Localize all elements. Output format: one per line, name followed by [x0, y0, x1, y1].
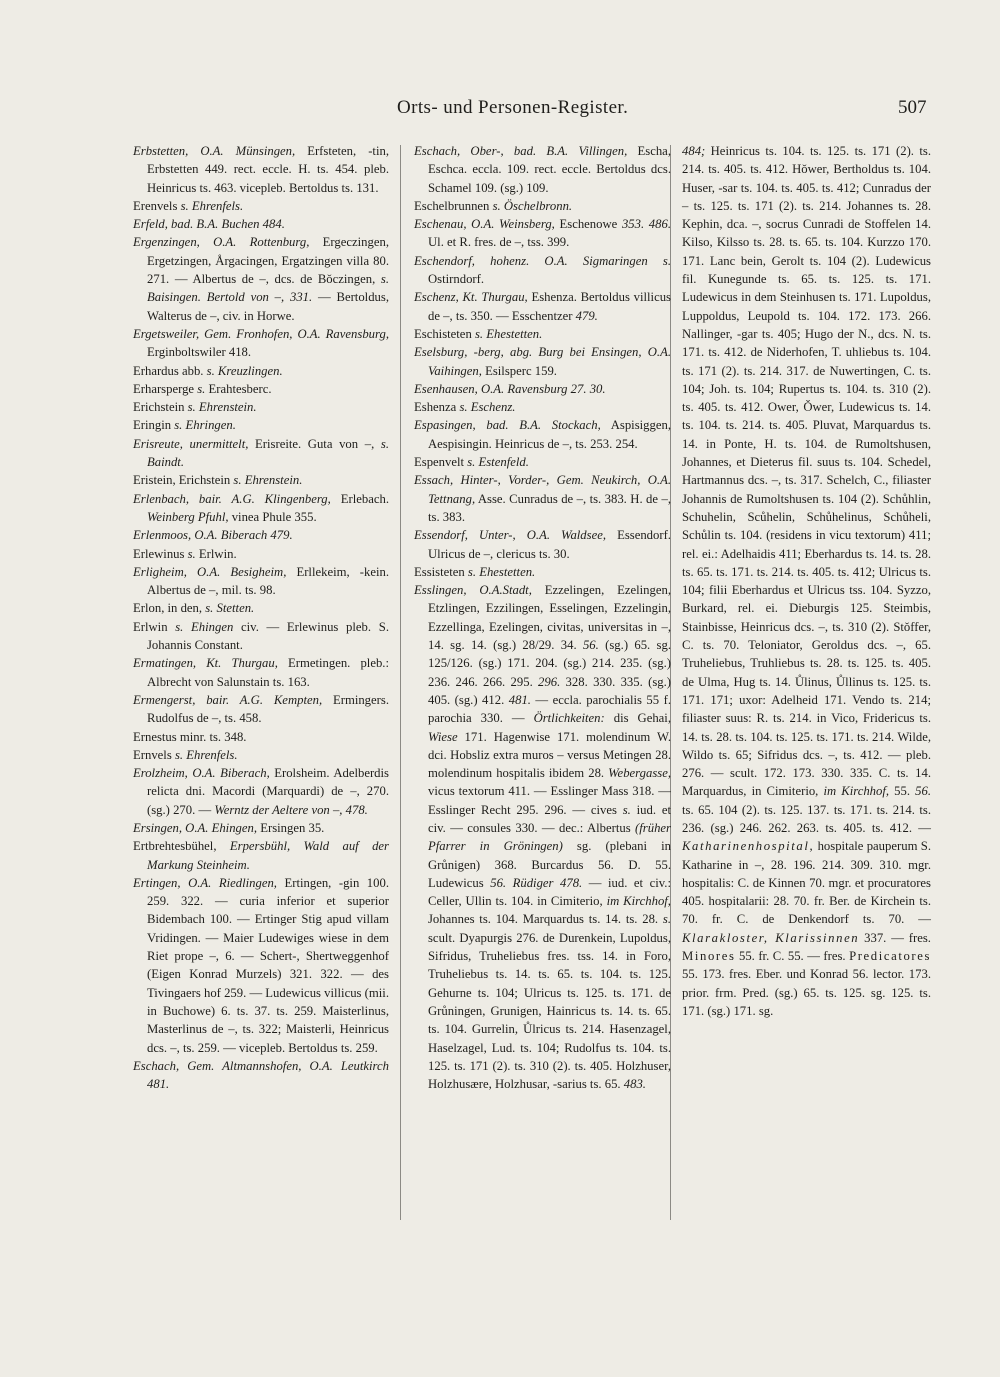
- register-entry: [414, 581, 671, 1093]
- entry-text: Erllekeim, -kein. Albertus de –, mil. ts. 98.: [147, 564, 389, 598]
- register-entry: [414, 343, 671, 380]
- register-entry: [133, 764, 389, 819]
- entry-text: Klarakloster, Klarissinnen: [682, 930, 860, 945]
- entry-text: Erisreite. Guta von –,: [248, 436, 381, 451]
- column-divider: [400, 145, 401, 1220]
- entry-text: Eshenza. Bertoldus villicus de –, ts. 350. — Esschentzer: [428, 290, 671, 323]
- register-entry: [133, 819, 389, 837]
- entry-text: Erlon, in den,: [133, 601, 206, 616]
- entry-text: Erfeld, bad. B.A. Buchen 484.: [133, 217, 285, 232]
- entry-text: Eschelbrunnen: [414, 198, 493, 213]
- register-entry: [414, 380, 671, 398]
- entry-text: s. Eschenz.: [459, 400, 516, 415]
- entry-text: Erisreute, unermittelt,: [133, 436, 249, 451]
- entry-text: 483.: [623, 1077, 646, 1092]
- register-entry: [133, 1057, 389, 1094]
- entry-text: civ. — Erlewinus pleb. S. Johannis Constant.: [147, 619, 389, 653]
- register-entry: [133, 691, 389, 728]
- entry-text: Ermingers. Rudolfus de –, ts. 458.: [147, 692, 389, 726]
- entry-text: s.: [187, 546, 196, 561]
- entry-text: s. Ehestetten.: [474, 326, 543, 341]
- entry-text: Ezzelingen, Ezelingen, Etzlingen, Ezzilingen, Esselingen, Ezzelingin, Ezzellinga, Ezelingen, civitas, universitas in –, 14. sg. 14. (sg.) 28/29. 34.: [428, 583, 671, 653]
- entry-text: Erligheim, O.A. Besigheim,: [133, 564, 287, 579]
- entry-text: s. Ehrenstein.: [233, 473, 303, 488]
- entry-text: Minores: [682, 949, 736, 964]
- register-entry: [682, 142, 931, 1020]
- entry-text: Espasingen, bad. B.A. Stockach,: [414, 418, 601, 433]
- register-entry: [133, 233, 389, 324]
- entry-text: s. Ehrenfels.: [174, 747, 238, 762]
- register-entry: [414, 416, 671, 453]
- entry-text: Erolzheim, O.A. Biberach,: [133, 766, 270, 781]
- entry-text: Predicatores: [849, 949, 931, 964]
- register-entry: [414, 288, 671, 325]
- entry-text: Aspisiggen, Aespisingin. Heinricus de –, ts. 253. 254.: [428, 418, 671, 451]
- entry-text: s. Ehingen: [175, 619, 234, 634]
- entry-text: vinea Phule 355.: [228, 509, 317, 524]
- register-entry: [133, 398, 389, 416]
- entry-text: Erolsheim. Adelberdis relicta dni. Macordi (Marquardi) de –, 270. (sg.) 270. —: [147, 766, 389, 817]
- entry-text: s.: [197, 381, 206, 396]
- register-entry: [414, 142, 671, 197]
- entry-text: s. Baindt.: [147, 436, 389, 470]
- entry-text: sg. (plebani in Grůnigen) 368. Burcardus 56. D. 55. Ludewicus: [428, 839, 671, 890]
- entry-text: Ertbrehtesbühel,: [133, 839, 230, 854]
- entry-text: 171. Hagenwise 171. molendinum W. dci. Hobsliz extra muros – versus Metingen 28. molendinum hospitalis ibidem 28.: [428, 729, 671, 781]
- entry-text: 55. 173. fres. Eber. und Konrad 56. lector. 173. prior. frm. Pred. (sg.) 65. ts. 125. sg. 125. ts. 171. (sg.) 171. sg.: [682, 967, 931, 1018]
- entry-text: Eschenz, Kt. Thurgau,: [414, 290, 528, 305]
- entry-text: Espenvelt: [414, 455, 468, 470]
- entry-text: Erpersbühl, Wald auf der Markung Steinheim.: [147, 839, 389, 872]
- register-entry: [133, 654, 389, 691]
- entry-text: dis Gehai,: [604, 711, 671, 726]
- register-entry: [133, 325, 389, 362]
- entry-text: Erhardus abb.: [133, 363, 207, 378]
- running-head: Orts- und Personen-Register.: [397, 97, 629, 118]
- entry-text: scult. Dyapurgis 276. de Durenkein, Lupoldus, Sifridus, Truheliebus fres. tss. 14. in Foro, Truheliebus ts. 14. ts. 65. ts. 104. ts. 125. Gehurne ts. 104; Ulricus ts. 125. ts. 171. de Grůningen, Grunigen, Hainricus ts. 14. ts. 65. ts. 104. Gurrelin, Ůlricus ts. 214. Hasenzagel, Haselzagel, Lud. ts. 104; Rudolfus ts. 104. ts. 125. ts. 171 (2). ts. 310 (2). ts. 405. Holzhuser, Holzhusære, Holzhusar, -sarius ts. 65.: [428, 930, 671, 1092]
- entry-text: Ersingen, O.A. Ehingen,: [133, 820, 258, 835]
- entry-text: Erbstetten, O.A. Münsingen,: [133, 144, 296, 158]
- entry-text: Erlenbach, bair. A.G. Klingenberg,: [133, 491, 331, 506]
- entry-text: Ermetingen. pleb.: Albrecht von Salunstain ts. 163.: [147, 656, 389, 689]
- entry-text: 481.: [508, 692, 531, 707]
- entry-text: s. Ehestetten.: [467, 564, 536, 579]
- entry-text: 479.: [575, 308, 598, 323]
- entry-text: Erlwin.: [195, 546, 237, 561]
- register-entry: [133, 215, 389, 233]
- register-entry: [133, 563, 389, 600]
- entry-text: Ermengerst, bair. A.G. Kempten,: [133, 692, 323, 707]
- entry-text: Eschisteten: [414, 326, 475, 341]
- entry-text: Erginboltswiler 418.: [147, 345, 252, 360]
- entry-text: Erlwin: [133, 619, 176, 634]
- entry-text: s. Baisingen. Bertold von –, 331.: [147, 272, 389, 305]
- entry-text: Ernvels: [133, 747, 175, 762]
- entry-text: im Kirchhof,: [606, 894, 671, 909]
- entry-text: (früher Pfarrer in Gröningen): [428, 820, 671, 854]
- entry-text: Örtlichkeiten:: [533, 711, 605, 726]
- register-entry: [133, 197, 389, 215]
- entry-text: s. Ehrenfels.: [180, 198, 244, 213]
- register-entry: [133, 435, 389, 472]
- entry-text: Eschendorf, hohenz. O.A. Sigmaringen s.: [414, 253, 671, 268]
- entry-text: s.: [622, 802, 631, 817]
- register-column-3: [682, 142, 931, 1020]
- page-number: 507: [898, 97, 927, 118]
- entry-text: s.: [662, 912, 671, 927]
- register-entry: [133, 728, 389, 746]
- register-entry: [414, 325, 671, 343]
- entry-text: Esilsperc 159.: [481, 363, 557, 378]
- register-entry: [414, 453, 671, 471]
- register-entry: [133, 837, 389, 874]
- entry-text: Eselsburg, -berg, abg. Burg bei Ensingen, O.A. Vaihingen,: [414, 345, 671, 378]
- entry-text: — eccla. parochialis 55 f. parochia 330. —: [428, 692, 671, 726]
- entry-text: Ernestus minr. ts. 348.: [133, 729, 247, 744]
- entry-text: Essisteten: [414, 564, 468, 579]
- entry-text: Asse. Cunradus de –, ts. 383. H. de –, ts. 383.: [428, 491, 671, 524]
- entry-text: (sg.) 65. sg. 125/126. (sg.) 171. 204. (sg.) 214. 235. (sg.) 236. 246. 266. 295.: [428, 638, 671, 689]
- entry-text: im Kirchhof,: [823, 784, 890, 799]
- entry-text: Eschenowe: [554, 217, 622, 232]
- entry-text: s. Ehringen.: [174, 418, 236, 433]
- entry-text: Ostirndorf.: [428, 272, 485, 287]
- register-entry: [133, 545, 389, 563]
- entry-text: vicus textorum 411. — Esslinger Mass 318. — Esslinger Recht 295. 296. — cives: [428, 784, 671, 817]
- entry-text: — iud. et civ.: Celler, Ullin ts. 104. in Cimiterio,: [428, 875, 671, 909]
- entry-text: Ergenzingen, O.A. Rottenburg,: [133, 235, 310, 250]
- register-entry: [414, 197, 671, 215]
- entry-text: Eschenau, O.A. Weinsberg,: [414, 217, 555, 232]
- entry-text: Erahtesberc.: [205, 381, 272, 396]
- entry-text: Eschach, Ober-, bad. B.A. Villingen,: [414, 144, 628, 158]
- register-entry: [414, 471, 671, 526]
- entry-text: Ergeczingen, Ergetzingen, Årgacingen, Ergatzingen villa 80. 271. — Albertus de –, dcs. de Bǒczingen,: [147, 235, 389, 287]
- register-entry: [133, 874, 389, 1057]
- register-entry: [133, 471, 389, 489]
- entry-text: Katharinenhospital,: [682, 839, 815, 854]
- entry-text: Ermatingen, Kt. Thurgau,: [133, 656, 278, 671]
- entry-text: Eringin: [133, 418, 175, 433]
- entry-text: Ergetsweiler, Gem. Fronhofen, O.A. Ravensburg,: [133, 326, 389, 341]
- entry-text: — Bertoldus, Walterus de –, civ. in Horwe.: [147, 290, 389, 323]
- entry-text: Erenvels: [133, 198, 181, 213]
- entry-text: Ul. et R. fres. de –, tss. 399.: [428, 235, 570, 250]
- entry-text: Erharsperge: [133, 381, 198, 396]
- register-entry: [133, 416, 389, 434]
- entry-text: 328. 330. 335. (sg.) 405. (sg.) 412.: [428, 674, 671, 707]
- entry-text: 55. fr. C. 55. — fres.: [735, 949, 850, 964]
- entry-text: s. Ehrenstein.: [187, 400, 257, 415]
- entry-text: Escha, Eschca. eccla. 109. rect. eccle. Bertoldus dcs. Schamel 109. (sg.) 109.: [428, 144, 671, 195]
- entry-text: Erlebach.: [330, 491, 389, 506]
- register-column-1: [133, 142, 389, 1093]
- entry-text: s. Estenfeld.: [467, 455, 529, 470]
- entry-text: 353. 486.: [621, 217, 671, 232]
- entry-text: 484;: [682, 144, 706, 158]
- register-entry: [414, 252, 671, 289]
- register-entry: [133, 490, 389, 527]
- entry-text: s. Öschelbronn.: [492, 198, 573, 213]
- register-entry: [133, 142, 389, 197]
- register-entry: [133, 746, 389, 764]
- entry-text: Werntz der Aeltere von –, 478.: [214, 802, 368, 817]
- entry-text: Esenhausen, O.A. Ravensburg 27. 30.: [414, 381, 606, 396]
- register-entry: [133, 362, 389, 380]
- entry-text: 337. — fres.: [859, 930, 931, 945]
- entry-text: Ertingen, O.A. Riedlingen,: [133, 875, 277, 890]
- register-entry: [414, 398, 671, 416]
- entry-text: Essendorf. Ulricus de –, clericus ts. 30.: [428, 528, 671, 561]
- entry-text: Weinberg Pfuhl,: [147, 509, 229, 524]
- register-entry: [133, 599, 389, 617]
- entry-text: Erlewinus: [133, 546, 188, 561]
- register-entry: [414, 563, 671, 581]
- register-entry: [414, 215, 671, 252]
- entry-text: Ersingen 35.: [257, 820, 325, 835]
- entry-text: Webergasse,: [608, 766, 671, 781]
- entry-text: Johannes ts. 104. Marquardus ts. 14. ts. 28.: [428, 912, 663, 927]
- register-entry: [133, 618, 389, 655]
- entry-text: Eschach, Gem. Altmannshofen, O.A. Leutkirch 481.: [133, 1058, 389, 1092]
- entry-text: 56.: [582, 638, 599, 653]
- entry-text: Ertingen, -gin 100. 259. 322. — curia inferior et superior Bidembach 100. — Ertinger Stig apud villam Vridingen. — Maier Ludewiges wiese in dem Riet prope –, 6. — Schert-, Shertweggenhof (Eigen Konrad Murzels) 321. 322. — des Tivingaers hof 259. — Ludewicus villicus (mii. in Buchowe) 6. ts. 37. ts. 259. Maisterlinus, Masterlinus de –, ts. 322; Maisterli, Heinricus dcs. –, ts. 259. — vicepleb. Bertoldus ts. 259.: [147, 875, 389, 1055]
- register-entry: [414, 526, 671, 563]
- entry-text: Esslingen, O.A.Stadt,: [414, 583, 532, 598]
- entry-text: 55.: [889, 784, 916, 799]
- entry-text: ts. 65. 104 (2). ts. 125. 137. ts. 171. ts. 214. ts. 236. (sg.) 246. 262. 263. ts. 405. ts. 412. —: [682, 802, 931, 835]
- entry-text: Erfsteten, -tin, Erbstetten 449. rect. eccle. H. ts. 454. pleb. Heinricus ts. 463. vicepleb. Bertoldus ts. 131.: [147, 144, 389, 195]
- register-entry: [133, 526, 389, 544]
- entry-text: s. Kreuzlingen.: [206, 363, 283, 378]
- entry-text: Erlenmoos, O.A. Biberach 479.: [133, 528, 293, 543]
- entry-text: 296.: [538, 674, 561, 689]
- entry-text: Eshenza: [414, 400, 460, 415]
- entry-text: Essendorf, Unter-, O.A. Waldsee,: [414, 528, 607, 543]
- entry-text: Wiese: [428, 729, 458, 744]
- entry-text: Heinricus ts. 104. ts. 125. ts. 171 (2). ts. 214. ts. 405. ts. 412. Hǒwer, Bertholdus ts. 104. Huser, -sar ts. 104. ts. 405. ts. 412; Cunradus der – ts. 125. ts. 171 (2). ts. 214. Johannes ts. 28. Kephin, dca. –, socrus Cunradi de Stoffelen 14. Kilso, Kilsso ts. 28. ts. 65. ts. 104. Kurzzo 170. 171. Lanc bein, Gerolt ts. 104 (2). Ludewicus fil. Kunegunde ts. 65. ts. 125. ts. 171. Ludewicus in dem Steinhusen ts. 171. Lupoldus, Luppoldus, Leupold ts. 104. 172. 173. 266. Nallinger, -gar ts. 405; Hugo der N., dcs. N. ts. 171. ts. 412. de Niderhofen, T. uhliebus ts. 104. ts. 171 (2). ts. 214. 317. de Nuwertingen, C. ts. 104; Joh. ts. 104; Rupertus ts. 104. ts. 310 (2). ts. 405. ts. 412. Ower, Ǒwer, Ludewicus ts. 14. ts. 104. ts. 214. ts. 405. Pluvat, Marquardus ts. 14. in Ponte, H. ts. 104. de Rumoltshusen, Johannes, et Dieterus fil. suus ts. 104. Schedel, Hartmannus dcs. –, ts. 317. Schelch, C., filiaster Johannis de Rumoltshusen ts. 104 (2). Schůhlin, Schuhelin, Scůhelin, Schůhelinus, Schůheli, Schůlin ts. 104. (residens in vicu textorum) 411; rel. ei.: Adelhaidis 411; Eberhardus ts. 14. ts. 28. ts. 65. ts. 171. ts. 214. ts. 405. ts. 412; Ulricus ts. 104; filii Eberhardus et Ulricus tss. 104. Syzzo, Burkard, rel. ei. Dieburgis 125. Steimbis, Stainbisse, Heinricus dcs. –, ts. 310 (2). Stǒffer, C. ts. 70. Teloniator, Geroldus dcs. –, 65. Truheliebus, Truhliebus ts. 28. ts. 125. ts. 405. de Ulma, Hug ts. 14. Ůlinus, Ůllinus ts. 125. ts. 171. 171; uxor: Adelheid 171. Vendo ts. 214; filiaster suus: R. ts. 214. in Vico, Fridericus ts. 14. ts. 28. ts. 104. ts. 125. ts. 171. ts. 214. Wilde, Wildo ts. 65; Sifridus dcs. –, ts. 412. — pleb. 276. — scult. 172. 173. 330. 335. C. ts. 14. Marquardus, in Cimiterio,: [682, 144, 931, 799]
- entry-text: 56.: [915, 784, 931, 799]
- entry-text: Eristein, Erichstein: [133, 473, 234, 488]
- entry-text: Essach, Hinter-, Vorder-, Gem. Neukirch, O.A. Tettnang,: [414, 473, 671, 506]
- entry-text: iud. et civ. — consules 330. — dec.: Albertus: [428, 802, 671, 835]
- register-entry: [133, 380, 389, 398]
- entry-text: hospitale pauperum S. Katharine in –, 28. 196. 214. 309. 310. mgr. hospitalis: C. de Kinnen 70. mgr. et procuratores 405. hospitalarii: 28. 70. fr. Ber. de Kirchein ts. 70. fr. C. de Denkendorf ts. 70. —: [682, 839, 931, 927]
- entry-text: 56. Rüdiger 478.: [490, 875, 583, 890]
- entry-text: Erichstein: [133, 400, 188, 415]
- entry-text: s. Stetten.: [205, 601, 255, 616]
- register-column-2: [414, 142, 671, 1093]
